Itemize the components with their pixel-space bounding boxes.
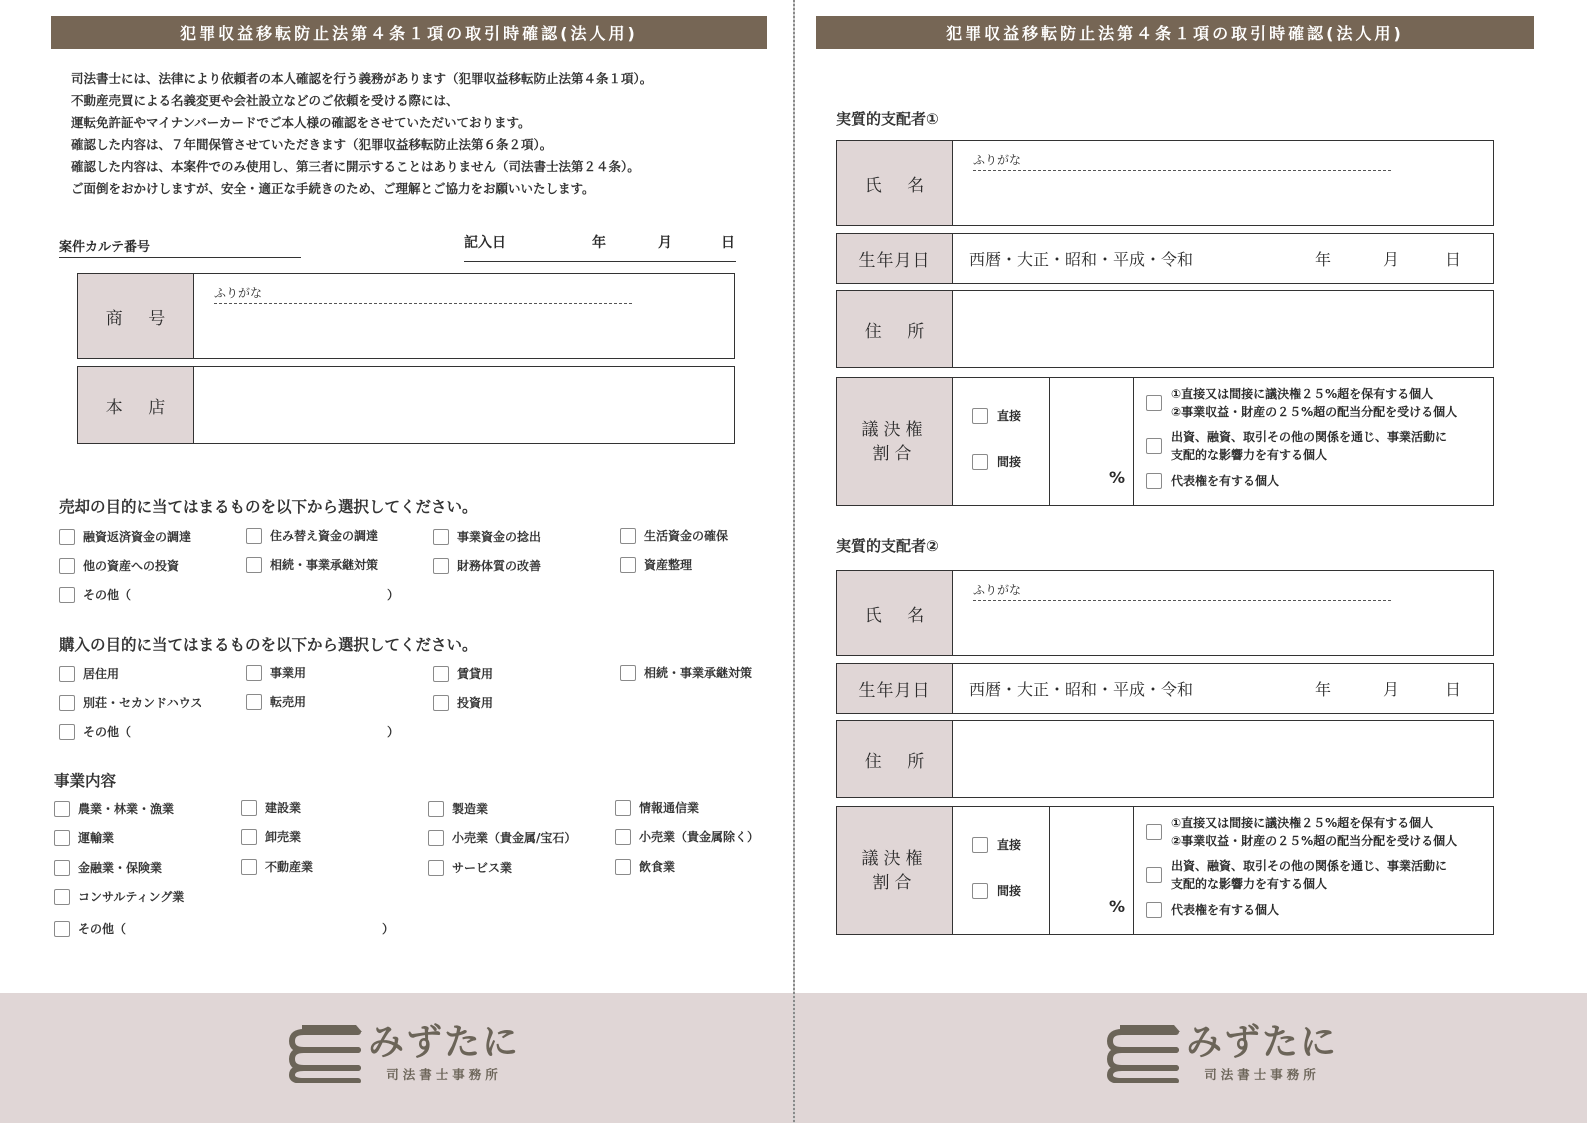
sale-option[interactable]: 他の資産への投資 — [59, 557, 179, 574]
checkbox[interactable] — [1146, 902, 1162, 918]
checkbox[interactable] — [59, 529, 75, 545]
sale-option[interactable]: 財務体質の改善 — [433, 557, 541, 574]
owner-2-voting-type — [953, 807, 1050, 934]
entry-date-day: 日 — [721, 235, 735, 251]
checkbox[interactable] — [428, 801, 444, 817]
entry-date-year: 年 — [592, 235, 606, 251]
purchase-option[interactable]: 転売用 — [246, 693, 306, 710]
checkbox[interactable] — [1146, 438, 1162, 454]
karte-number-label: 案件カルテ番号 — [59, 240, 151, 255]
owner-2-dob-label: 生年月日 — [837, 664, 953, 713]
owner-2-dob-row — [836, 663, 1494, 714]
owner-1-voting-row — [836, 377, 1494, 506]
head-office-label: 本 店 — [78, 367, 194, 443]
owner-1-voting-type — [953, 378, 1050, 505]
checkbox[interactable] — [54, 860, 70, 876]
furigana-label: ふりがな — [214, 284, 632, 304]
owner-2-voting-percent-input[interactable] — [1050, 807, 1134, 934]
owner-1-voting-label: 議決権 割合 — [837, 378, 953, 505]
criteria-option[interactable]: 代表権を有する個人 — [1146, 472, 1279, 490]
checkbox[interactable] — [620, 528, 636, 544]
business-option[interactable]: サービス業 — [428, 859, 512, 876]
sale-option[interactable]: 相続・事業承継対策 — [246, 556, 378, 573]
page-title: 犯罪収益移転防止法第４条１項の取引時確認(法人用) — [816, 16, 1534, 49]
owner-1-name-input[interactable] — [953, 141, 1493, 225]
business-option[interactable]: 飲食業 — [615, 858, 675, 875]
checkbox[interactable] — [972, 883, 988, 899]
checkbox[interactable] — [615, 829, 631, 845]
entry-date-month: 月 — [658, 235, 672, 251]
indirect-option[interactable]: 間接 — [972, 882, 1021, 899]
business-heading: 事業内容 — [54, 772, 117, 790]
intro-line: ご面倒をおかけしますが、安全・適正な手続きのため、ご理解とご協力をお願いいたします。 — [71, 181, 595, 196]
checkbox[interactable] — [1146, 395, 1162, 411]
purchase-option[interactable]: 居住用 — [59, 665, 119, 682]
sale-option[interactable]: 資産整理 — [620, 556, 692, 573]
office-logo — [288, 1023, 520, 1083]
direct-option[interactable]: 直接 — [972, 407, 1021, 424]
sale-option-other[interactable]: その他（ ） — [59, 586, 399, 603]
owner-2-voting-row — [836, 806, 1494, 935]
business-option[interactable]: 小売業（貴金属除く） — [615, 828, 759, 845]
checkbox[interactable] — [1146, 473, 1162, 489]
checkbox[interactable] — [1146, 824, 1162, 840]
percent-sign: % — [1108, 468, 1125, 487]
sale-purpose-heading: 売却の目的に当てはまるものを以下から選択してください。 — [59, 498, 478, 516]
checkbox[interactable] — [972, 837, 988, 853]
indirect-option[interactable]: 間接 — [972, 453, 1021, 470]
owner-1-address-label: 住 所 — [837, 291, 953, 367]
owner-1-criteria — [1134, 378, 1493, 505]
page-divider — [793, 0, 795, 1123]
checkbox[interactable] — [433, 558, 449, 574]
page-title: 犯罪収益移転防止法第４条１項の取引時確認(法人用) — [51, 16, 767, 49]
beneficial-owner-2-heading: 実質的支配者② — [836, 537, 939, 555]
percent-sign: % — [1108, 897, 1125, 916]
checkbox[interactable] — [241, 800, 257, 816]
right-page — [794, 0, 1587, 1123]
business-option[interactable]: 製造業 — [428, 800, 488, 817]
checkbox[interactable] — [241, 829, 257, 845]
criteria-option[interactable]: 出資、融資、取引その他の関係を通じ、事業活動に 支配的な影響力を有する個人 — [1146, 428, 1447, 464]
intro-line: 運転免許証やマイナンバーカードでご本人様の確認をさせていただいております。 — [71, 115, 531, 130]
checkbox[interactable] — [972, 408, 988, 424]
checkbox[interactable] — [433, 666, 449, 682]
owner-1-dob-label: 生年月日 — [837, 234, 953, 283]
business-option[interactable]: 不動産業 — [241, 858, 313, 875]
purchase-option[interactable]: 賃貸用 — [433, 665, 493, 682]
owner-2-voting-label: 議決権 割合 — [837, 807, 953, 934]
era-options: 西暦・大正・昭和・平成・令和 — [969, 680, 1194, 699]
company-name-row — [77, 273, 735, 359]
checkbox[interactable] — [59, 558, 75, 574]
criteria-option[interactable]: ①直接又は間接に議決権２５%超を保有する個人 ②事業収益・財産の２５%超の配当分配を受ける個人 — [1146, 385, 1457, 421]
entry-date-field[interactable] — [464, 228, 736, 262]
logo-sub-text: 司法書士事務所 — [1204, 1067, 1320, 1082]
owner-2-address-input[interactable] — [953, 721, 1493, 797]
checkbox[interactable] — [246, 528, 262, 544]
checkbox[interactable] — [241, 859, 257, 875]
footer — [794, 993, 1587, 1123]
purchase-option[interactable]: 相続・事業承継対策 — [620, 664, 752, 681]
furigana-label: ふりがな — [973, 151, 1391, 171]
owner-1-address-input[interactable] — [953, 291, 1493, 367]
criteria-option[interactable]: ①直接又は間接に議決権２５%超を保有する個人 ②事業収益・財産の２５%超の配当分配を受ける個人 — [1146, 814, 1457, 850]
logo-sub-text: 司法書士事務所 — [386, 1067, 502, 1082]
checkbox[interactable] — [428, 860, 444, 876]
sale-option[interactable]: 事業資金の捻出 — [433, 528, 541, 545]
checkbox[interactable] — [972, 454, 988, 470]
intro-line: 司法書士には、法律により依頼者の本人確認を行う義務があります（犯罪収益移転防止法第４条１項）。 — [71, 71, 653, 86]
left-page — [0, 0, 793, 1123]
owner-2-name-input[interactable] — [953, 571, 1493, 655]
checkbox[interactable] — [433, 529, 449, 545]
karte-number-field[interactable] — [59, 232, 301, 258]
direct-option[interactable]: 直接 — [972, 836, 1021, 853]
company-name-input[interactable] — [194, 274, 734, 358]
checkbox[interactable] — [59, 666, 75, 682]
logo-main-text: みずたに — [368, 1022, 521, 1063]
checkbox[interactable] — [428, 830, 444, 846]
purchase-purpose-heading: 購入の目的に当てはまるものを以下から選択してください。 — [59, 636, 478, 654]
purchase-option[interactable]: 事業用 — [246, 664, 306, 681]
purchase-option-other[interactable]: その他（ ） — [59, 723, 399, 740]
business-option[interactable]: 建設業 — [241, 799, 301, 816]
head-office-row — [77, 366, 735, 444]
owner-1-address-row — [836, 290, 1494, 368]
owner-2-criteria — [1134, 807, 1493, 934]
logo-main-text: みずたに — [1186, 1022, 1339, 1063]
purchase-option[interactable]: 投資用 — [433, 694, 493, 711]
checkbox[interactable] — [246, 694, 262, 710]
beneficial-owner-1-heading: 実質的支配者① — [836, 110, 939, 128]
checkbox[interactable] — [615, 859, 631, 875]
owner-1-name-row — [836, 140, 1494, 226]
checkbox[interactable] — [59, 587, 75, 603]
checkbox[interactable] — [59, 695, 75, 711]
books-icon — [1106, 1023, 1182, 1083]
owner-2-address-label: 住 所 — [837, 721, 953, 797]
owner-2-address-row — [836, 720, 1494, 798]
checkbox[interactable] — [433, 695, 449, 711]
sale-option[interactable]: 住み替え資金の調達 — [246, 527, 378, 544]
checkbox[interactable] — [246, 557, 262, 573]
checkbox[interactable] — [54, 921, 70, 937]
checkbox[interactable] — [54, 801, 70, 817]
books-icon — [288, 1023, 364, 1083]
business-option[interactable]: 農業・林業・漁業 — [54, 800, 174, 817]
checkbox[interactable] — [615, 800, 631, 816]
business-option[interactable]: 運輸業 — [54, 829, 114, 846]
office-logo — [1106, 1023, 1338, 1083]
checkbox[interactable] — [59, 724, 75, 740]
owner-2-dob-input[interactable]: 西暦・大正・昭和・平成・令和 年 月 日 — [953, 664, 1493, 713]
entry-date-label: 記入日 — [464, 235, 506, 251]
intro-line: 確認した内容は、本案件でのみ使用し、第三者に開示することはありません（司法書士法第２４条）。 — [71, 159, 640, 174]
criteria-option[interactable]: 代表権を有する個人 — [1146, 901, 1279, 919]
company-name-label: 商 号 — [78, 274, 194, 358]
business-option[interactable]: 卸売業 — [241, 828, 301, 845]
owner-1-dob-input[interactable]: 西暦・大正・昭和・平成・令和 年 月 日 — [953, 234, 1493, 283]
business-option[interactable]: 小売業（貴金属/宝石） — [428, 829, 576, 846]
checkbox[interactable] — [620, 557, 636, 573]
sale-option[interactable]: 融資返済資金の調達 — [59, 528, 191, 545]
intro-line: 不動産売買による名義変更や会社設立などのご依頼を受ける際には、 — [71, 93, 459, 108]
business-option[interactable]: 金融業・保険業 — [54, 859, 162, 876]
purchase-option[interactable]: 別荘・セカンドハウス — [59, 694, 202, 711]
checkbox[interactable] — [246, 665, 262, 681]
business-option[interactable]: コンサルティング業 — [54, 888, 184, 905]
business-option-other[interactable]: その他（ ） — [54, 920, 394, 937]
owner-1-name-label: 氏 名 — [837, 141, 953, 225]
intro-line: 確認した内容は、７年間保管させていただきます（犯罪収益移転防止法第６条２項）。 — [71, 137, 553, 152]
checkbox[interactable] — [1146, 867, 1162, 883]
checkbox[interactable] — [54, 889, 70, 905]
checkbox[interactable] — [620, 665, 636, 681]
criteria-option[interactable]: 出資、融資、取引その他の関係を通じ、事業活動に 支配的な影響力を有する個人 — [1146, 857, 1447, 893]
owner-1-voting-percent-input[interactable] — [1050, 378, 1134, 505]
footer — [0, 993, 793, 1123]
sale-option[interactable]: 生活資金の確保 — [620, 527, 728, 544]
checkbox[interactable] — [54, 830, 70, 846]
era-options: 西暦・大正・昭和・平成・令和 — [969, 250, 1194, 269]
furigana-label: ふりがな — [973, 581, 1391, 601]
owner-1-dob-row — [836, 233, 1494, 284]
owner-2-name-row — [836, 570, 1494, 656]
head-office-input[interactable] — [194, 367, 734, 443]
owner-2-name-label: 氏 名 — [837, 571, 953, 655]
intro-text — [71, 68, 771, 200]
business-option[interactable]: 情報通信業 — [615, 799, 699, 816]
